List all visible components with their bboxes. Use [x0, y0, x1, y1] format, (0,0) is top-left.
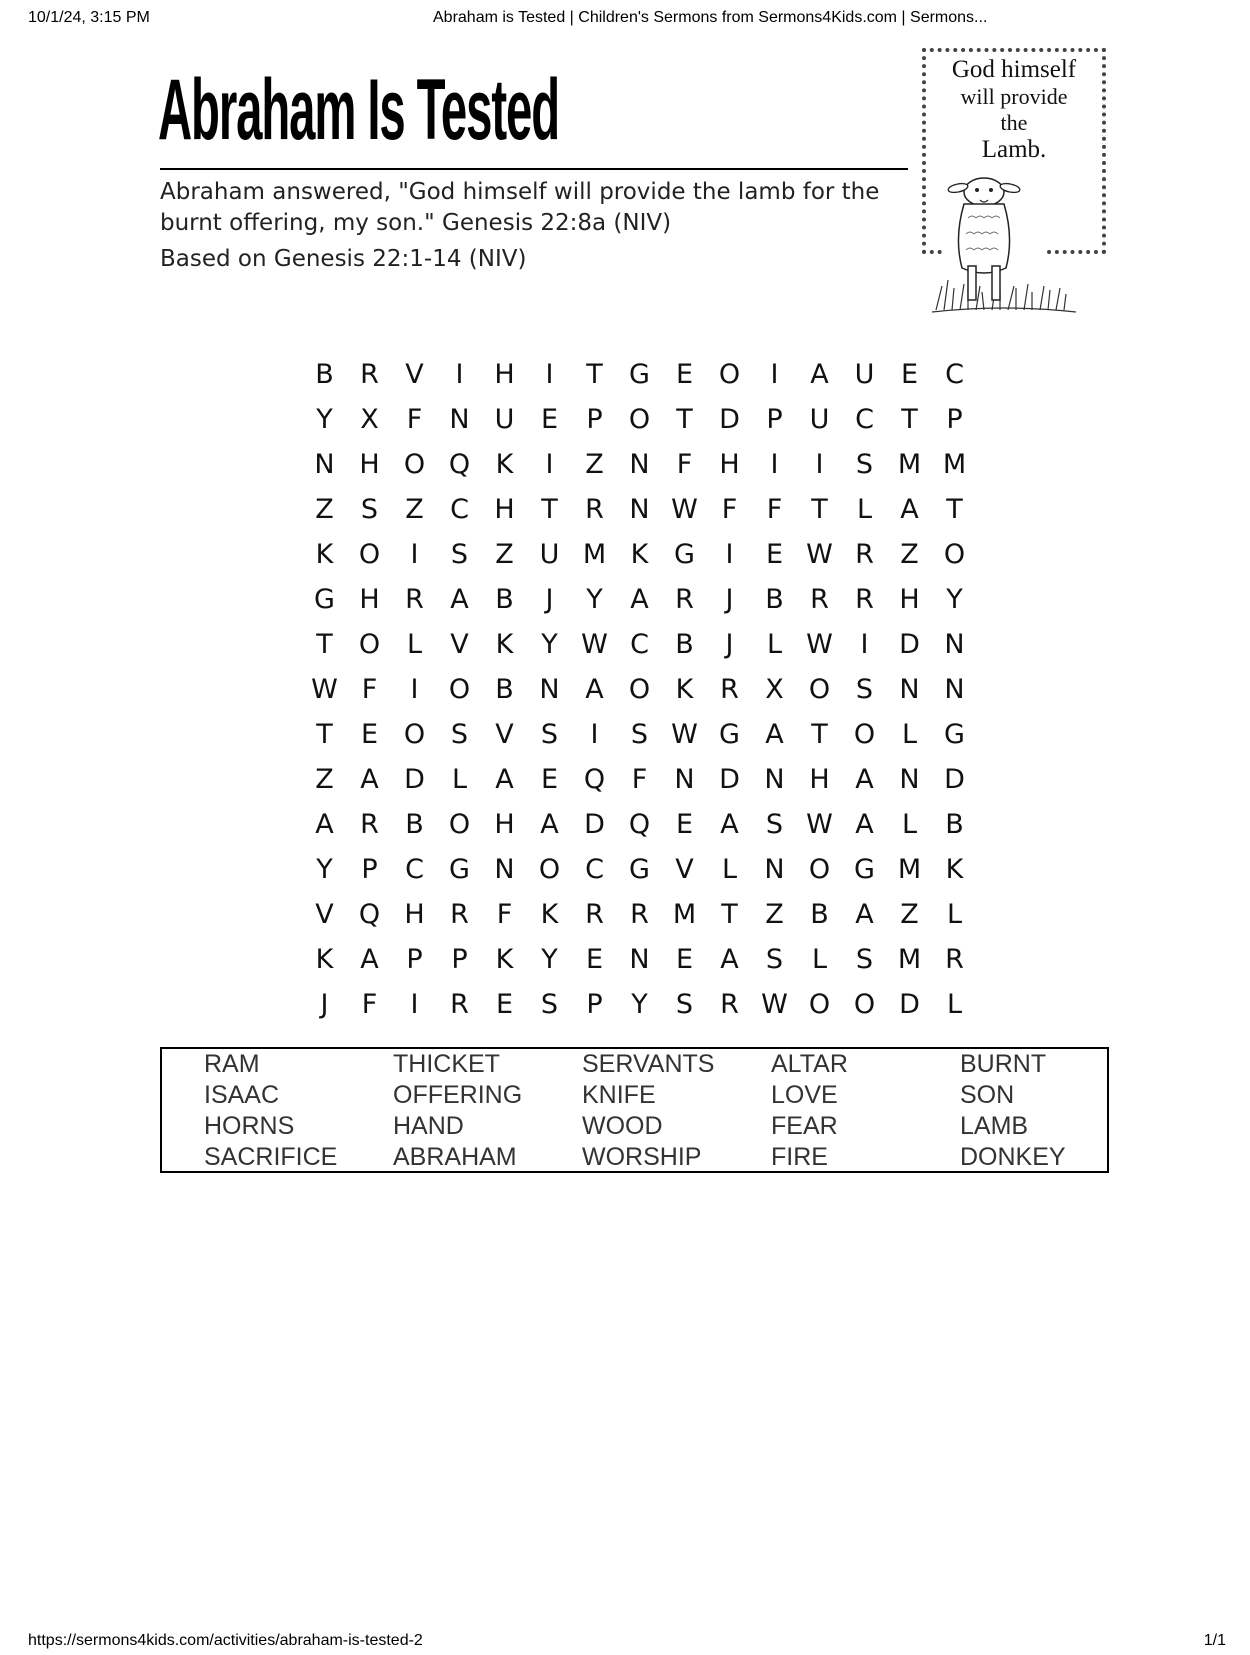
grid-letter: W: [806, 539, 833, 570]
grid-letter: T: [946, 494, 963, 525]
grid-letter: I: [545, 359, 554, 390]
grid-letter: F: [361, 989, 378, 1020]
grid-letter: K: [495, 629, 514, 660]
word-search-grid: [302, 352, 977, 1027]
print-page-number: 1/1: [1203, 1632, 1226, 1649]
grid-letter: J: [725, 629, 734, 660]
word-list-item: BURNT: [960, 1050, 1047, 1078]
grid-letter: Z: [765, 899, 784, 930]
grid-letter: C: [855, 404, 874, 435]
grid-letter: M: [582, 539, 607, 570]
grid-letter: H: [899, 584, 920, 615]
grid-letter: T: [676, 404, 693, 435]
grid-letter: M: [897, 449, 922, 480]
grid-letter: U: [539, 539, 560, 570]
word-list-item: HORNS: [204, 1112, 295, 1140]
grid-letter: W: [671, 494, 698, 525]
grid-letter: V: [495, 719, 514, 750]
grid-letter: A: [720, 809, 739, 840]
grid-letter: S: [675, 989, 694, 1020]
grid-letter: L: [946, 989, 963, 1020]
grid-letter: D: [944, 764, 965, 795]
grid-letter: Q: [358, 899, 381, 930]
grid-letter: S: [855, 944, 874, 975]
grid-letter: H: [494, 494, 515, 525]
grid-letter: S: [540, 719, 559, 750]
grid-letter: G: [944, 719, 965, 750]
worksheet-title: Abraham Is Tested: [158, 62, 560, 158]
grid-letter: E: [675, 944, 694, 975]
grid-letter: O: [358, 629, 381, 660]
grid-letter: O: [628, 404, 651, 435]
grid-letter: F: [496, 899, 513, 930]
grid-letter: A: [720, 944, 739, 975]
grid-letter: R: [360, 809, 379, 840]
grid-letter: A: [495, 764, 514, 795]
grid-letter: A: [810, 359, 829, 390]
grid-letter: N: [899, 764, 920, 795]
grid-letter: E: [540, 404, 559, 435]
grid-letter: N: [629, 449, 650, 480]
grid-letter: R: [945, 944, 964, 975]
grid-letter: N: [764, 764, 785, 795]
grid-letter: O: [628, 674, 651, 705]
word-list-item: THICKET: [393, 1050, 500, 1078]
grid-letter: S: [360, 494, 379, 525]
grid-letter: F: [766, 494, 783, 525]
grid-letter: Y: [586, 584, 603, 615]
grid-letter: R: [630, 899, 649, 930]
grid-letter: A: [315, 809, 334, 840]
grid-letter: L: [901, 719, 918, 750]
grid-letter: R: [855, 584, 874, 615]
grid-letter: L: [406, 629, 423, 660]
grid-letter: O: [448, 674, 471, 705]
grid-letter: A: [855, 809, 874, 840]
grid-letter: P: [586, 989, 603, 1020]
grid-letter: P: [361, 854, 378, 885]
grid-letter: O: [403, 449, 426, 480]
grid-letter: T: [541, 494, 558, 525]
word-list-item: LOVE: [771, 1081, 838, 1109]
grid-letter: Q: [628, 809, 651, 840]
grid-letter: H: [404, 899, 425, 930]
grid-letter: H: [359, 584, 380, 615]
grid-letter: V: [675, 854, 694, 885]
print-datetime: 10/1/24, 3:15 PM: [28, 9, 150, 26]
grid-letter: M: [897, 854, 922, 885]
grid-letter: A: [360, 764, 379, 795]
grid-letter: I: [860, 629, 869, 660]
grid-letter: Q: [583, 764, 606, 795]
grid-letter: X: [765, 674, 784, 705]
word-list-item: OFFERING: [393, 1081, 523, 1109]
grid-letter: R: [405, 584, 424, 615]
grid-letter: T: [721, 899, 738, 930]
grid-letter: P: [946, 404, 963, 435]
grid-letter: Y: [541, 629, 558, 660]
grid-letter: B: [315, 359, 334, 390]
grid-letter: E: [675, 359, 694, 390]
grid-letter: F: [361, 674, 378, 705]
grid-letter: N: [899, 674, 920, 705]
grid-letter: B: [810, 899, 829, 930]
grid-letter: T: [811, 719, 828, 750]
grid-letter: T: [586, 359, 603, 390]
word-list-item: SACRIFICE: [204, 1143, 338, 1171]
grid-letter: A: [855, 899, 874, 930]
grid-letter: R: [720, 674, 739, 705]
grid-letter: J: [725, 584, 734, 615]
grid-letter: R: [360, 359, 379, 390]
title-divider: [160, 168, 908, 170]
grid-letter: O: [808, 854, 831, 885]
grid-letter: O: [808, 674, 831, 705]
grid-letter: A: [585, 674, 604, 705]
word-list-item: FIRE: [771, 1143, 828, 1171]
grid-letter: S: [540, 989, 559, 1020]
grid-letter: I: [770, 449, 779, 480]
grid-letter: Z: [495, 539, 514, 570]
word-list-box: [160, 1047, 1109, 1173]
grid-letter: W: [806, 809, 833, 840]
grid-letter: A: [360, 944, 379, 975]
grid-letter: X: [360, 404, 379, 435]
grid-letter: A: [540, 809, 559, 840]
word-list: [204, 1049, 1149, 1173]
word-list-item: RAM: [204, 1050, 260, 1078]
grid-letter: N: [944, 629, 965, 660]
grid-letter: S: [765, 809, 784, 840]
word-list-item: DONKEY: [960, 1143, 1066, 1171]
grid-letter: L: [451, 764, 468, 795]
grid-letter: K: [495, 944, 514, 975]
grid-letter: I: [410, 989, 419, 1020]
grid-letter: C: [945, 359, 964, 390]
grid-letter: I: [410, 674, 419, 705]
grid-letter: O: [718, 359, 741, 390]
grid-letter: J: [545, 584, 554, 615]
grid-letter: A: [855, 764, 874, 795]
word-list-item: ALTAR: [771, 1050, 848, 1078]
grid-letter: Z: [405, 494, 424, 525]
grid-letter: C: [630, 629, 649, 660]
grid-letter: T: [901, 404, 918, 435]
grid-letter: C: [450, 494, 469, 525]
grid-letter: P: [766, 404, 783, 435]
grid-letter: D: [719, 764, 740, 795]
grid-letter: L: [766, 629, 783, 660]
grid-letter: E: [900, 359, 919, 390]
grid-letter: K: [675, 674, 694, 705]
grid-letter: C: [585, 854, 604, 885]
grid-letter: Z: [585, 449, 604, 480]
grid-letter: T: [316, 719, 333, 750]
grid-letter: H: [719, 449, 740, 480]
grid-letter: S: [765, 944, 784, 975]
grid-letter: N: [539, 674, 560, 705]
grid-letter: H: [809, 764, 830, 795]
grid-letter: R: [585, 899, 604, 930]
word-list-item: LAMB: [960, 1112, 1029, 1140]
grid-letter: I: [455, 359, 464, 390]
grid-letter: M: [672, 899, 697, 930]
word-list-item: ABRAHAM: [393, 1143, 517, 1171]
grid-letter: G: [449, 854, 470, 885]
grid-letter: Z: [900, 899, 919, 930]
lamb-caption-line: will provide: [960, 84, 1068, 109]
grid-letter: S: [855, 674, 874, 705]
grid-letter: V: [450, 629, 469, 660]
grid-letter: H: [494, 809, 515, 840]
grid-letter: K: [315, 539, 334, 570]
grid-letter: S: [630, 719, 649, 750]
grid-letter: Z: [900, 539, 919, 570]
grid-letter: P: [451, 944, 468, 975]
grid-letter: E: [585, 944, 604, 975]
grid-letter: E: [765, 539, 784, 570]
grid-letter: F: [676, 449, 693, 480]
grid-letter: E: [675, 809, 694, 840]
grid-letter: L: [901, 809, 918, 840]
grid-letter: W: [311, 674, 338, 705]
grid-letter: O: [853, 989, 876, 1020]
word-list-item: FEAR: [771, 1112, 838, 1140]
grid-letter: I: [545, 449, 554, 480]
grid-letter: F: [721, 494, 738, 525]
grid-letter: P: [586, 404, 603, 435]
grid-letter: E: [495, 989, 514, 1020]
grid-letter: T: [316, 629, 333, 660]
lamb-caption: [926, 56, 1102, 164]
grid-letter: R: [675, 584, 694, 615]
lamb-caption-line: Lamb.: [981, 136, 1047, 163]
word-list-item: SON: [960, 1081, 1015, 1109]
print-url: https://sermons4kids.com/activities/abraham-is-tested-2: [28, 1632, 423, 1649]
grid-letter: S: [855, 449, 874, 480]
grid-letter: R: [585, 494, 604, 525]
grid-letter: U: [854, 359, 875, 390]
grid-letter: L: [721, 854, 738, 885]
grid-letter: D: [899, 989, 920, 1020]
grid-letter: N: [764, 854, 785, 885]
grid-letter: D: [404, 764, 425, 795]
grid-letter: M: [897, 944, 922, 975]
verse-text: Abraham answered, "God himself will provide the lamb for the burnt offering, my son." Genesis 22:8a (NIV): [160, 179, 880, 236]
grid-letter: B: [495, 584, 514, 615]
grid-letter: K: [630, 539, 649, 570]
lamb-caption-line: God himself: [951, 56, 1077, 83]
grid-letter: N: [314, 449, 335, 480]
grid-letter: Y: [316, 404, 333, 435]
grid-letter: G: [719, 719, 740, 750]
grid-letter: K: [945, 854, 964, 885]
grid-letter: Y: [316, 854, 333, 885]
grid-letter: B: [405, 809, 424, 840]
grid-letter: H: [494, 359, 515, 390]
word-list-item: WOOD: [582, 1112, 663, 1140]
grid-letter: J: [320, 989, 329, 1020]
grid-letter: R: [855, 539, 874, 570]
grid-letter: V: [405, 359, 424, 390]
grid-letter: O: [808, 989, 831, 1020]
grid-letter: O: [943, 539, 966, 570]
word-list-item: SERVANTS: [582, 1050, 715, 1078]
grid-letter: A: [900, 494, 919, 525]
grid-letter: V: [315, 899, 334, 930]
grid-letter: I: [815, 449, 824, 480]
scripture-reference: Based on Genesis 22:1-14 (NIV): [160, 246, 527, 272]
grid-letter: Z: [315, 764, 334, 795]
grid-letter: C: [405, 854, 424, 885]
grid-letter: W: [761, 989, 788, 1020]
grid-letter: N: [449, 404, 470, 435]
grid-letter: O: [538, 854, 561, 885]
grid-letter: Z: [315, 494, 334, 525]
grid-letter: R: [720, 989, 739, 1020]
grid-letter: N: [944, 674, 965, 705]
grid-letter: A: [450, 584, 469, 615]
grid-letter: K: [540, 899, 559, 930]
grid-letter: N: [674, 764, 695, 795]
grid-letter: D: [719, 404, 740, 435]
grid-letter: W: [806, 629, 833, 660]
grid-letter: T: [811, 494, 828, 525]
grid-letter: G: [629, 359, 650, 390]
grid-letter: L: [946, 899, 963, 930]
grid-letter: U: [809, 404, 830, 435]
grid-letter: R: [810, 584, 829, 615]
grid-letter: Y: [946, 584, 963, 615]
grid-letter: I: [590, 719, 599, 750]
grid-letter: I: [770, 359, 779, 390]
grid-letter: O: [403, 719, 426, 750]
grid-letter: Q: [448, 449, 471, 480]
grid-letter: D: [584, 809, 605, 840]
grid-letter: N: [494, 854, 515, 885]
grid-letter: E: [360, 719, 379, 750]
grid-letter: B: [765, 584, 784, 615]
grid-letter: N: [629, 944, 650, 975]
grid-letter: F: [406, 404, 423, 435]
grid-letter: R: [450, 989, 469, 1020]
grid-letter: B: [675, 629, 694, 660]
grid-letter: P: [406, 944, 423, 975]
grid-letter: A: [765, 719, 784, 750]
grid-letter: W: [671, 719, 698, 750]
grid-letter: Y: [541, 944, 558, 975]
grid-letter: N: [629, 494, 650, 525]
grid-letter: M: [942, 449, 967, 480]
grid-letter: A: [630, 584, 649, 615]
grid-letter: G: [314, 584, 335, 615]
print-page-title: Abraham is Tested | Children's Sermons from Sermons4Kids.com | Sermons...: [433, 9, 988, 26]
grid-letter: W: [581, 629, 608, 660]
word-list-item: KNIFE: [582, 1081, 656, 1109]
grid-letter: S: [450, 539, 469, 570]
grid-letter: B: [495, 674, 514, 705]
word-list-item: HAND: [393, 1112, 464, 1140]
grid-letter: U: [494, 404, 515, 435]
lamb-illustration: [924, 168, 1084, 318]
grid-letter: K: [495, 449, 514, 480]
grid-letter: G: [674, 539, 695, 570]
word-list-item: ISAAC: [204, 1081, 280, 1109]
grid-letter: G: [629, 854, 650, 885]
grid-letter: I: [725, 539, 734, 570]
grid-letter: I: [410, 539, 419, 570]
grid-letter: B: [945, 809, 964, 840]
grid-letter: K: [315, 944, 334, 975]
grid-letter: R: [450, 899, 469, 930]
grid-letter: O: [853, 719, 876, 750]
grid-letter: Y: [631, 989, 648, 1020]
grid-letter: D: [899, 629, 920, 660]
grid-letter: L: [856, 494, 873, 525]
grid-letter: F: [631, 764, 648, 795]
grid-letter: G: [854, 854, 875, 885]
lamb-caption-line: the: [1000, 110, 1028, 135]
grid-letter: O: [448, 809, 471, 840]
grid-letter: S: [450, 719, 469, 750]
grid-letter: H: [359, 449, 380, 480]
grid-letter: L: [811, 944, 828, 975]
grid-letter: E: [540, 764, 559, 795]
word-list-item: WORSHIP: [582, 1143, 702, 1171]
grid-letter: O: [358, 539, 381, 570]
